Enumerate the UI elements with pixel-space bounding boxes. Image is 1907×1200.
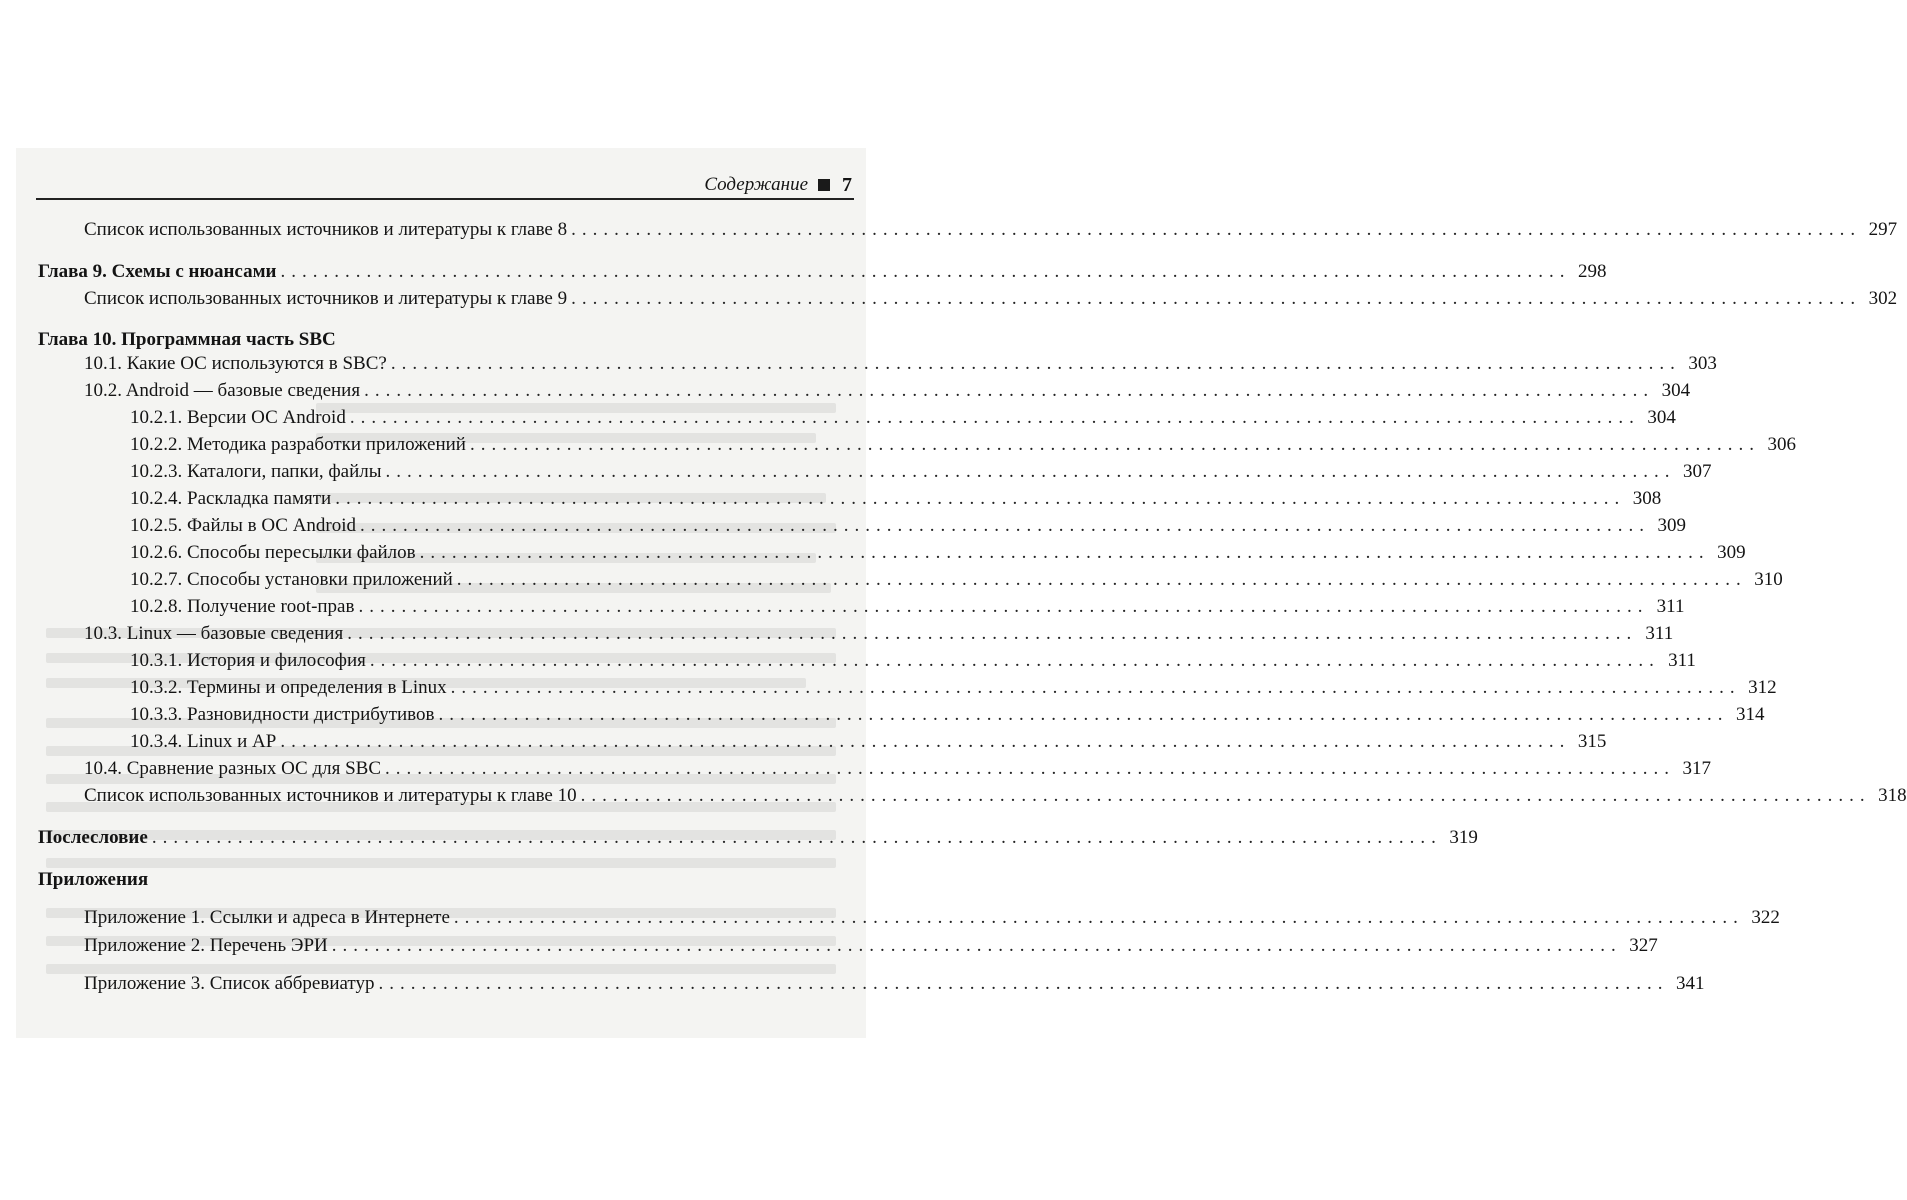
toc-entry xyxy=(84,285,1898,311)
toc-entry-title: 10.2.4. Раскладка памяти xyxy=(130,488,332,509)
toc-entry-page: 322 xyxy=(1751,907,1780,928)
dot-leader: ........................................................................................................................ xyxy=(151,827,1442,848)
toc-entry-title: 10.1. Какие ОС используются в SBC? xyxy=(84,353,387,374)
toc-entry xyxy=(130,431,1796,457)
toc-entry-title: Список использованных источников и литературы к главе 10 xyxy=(84,785,577,806)
toc-entry-title: Приложение 1. Ссылки и адреса в Интернете xyxy=(84,907,450,928)
toc-entry-title: 10.2.3. Каталоги, папки, файлы xyxy=(130,461,382,482)
toc-entry-title: 10.2.6. Способы пересылки файлов xyxy=(130,542,416,563)
toc-entry xyxy=(130,674,1777,700)
toc-entry-page: 311 xyxy=(1645,623,1674,644)
dot-leader: ........................................................................................................................ xyxy=(280,731,1571,752)
toc-entry-page: 309 xyxy=(1657,515,1687,536)
dot-leader: ........................................................................................................................ xyxy=(349,407,1640,428)
dot-leader: ........................................................................................................................ xyxy=(280,261,1571,282)
header-section-title: Содержание xyxy=(704,174,808,195)
dot-leader: ........................................................................................................................ xyxy=(469,434,1760,455)
toc-entry-page: 307 xyxy=(1683,461,1712,482)
toc-entry-title: 10.2.7. Способы установки приложений xyxy=(130,569,453,590)
toc-entry xyxy=(130,566,1783,592)
toc-entry xyxy=(130,728,1607,754)
toc-entry-page: 327 xyxy=(1629,935,1658,956)
toc-entry-page: 318 xyxy=(1878,785,1907,806)
toc-entry xyxy=(84,377,1691,403)
toc-entry-page: 302 xyxy=(1868,288,1898,309)
toc-entry-page: 319 xyxy=(1449,827,1478,848)
toc-entry-title: 10.2.5. Файлы в ОС Android xyxy=(130,515,357,536)
toc-entry-page: 317 xyxy=(1682,758,1711,779)
toc-entry xyxy=(130,647,1696,673)
toc-entry xyxy=(84,970,1705,996)
toc-entry-page: 341 xyxy=(1675,973,1705,994)
toc-entry-title: Глава 10. Программная часть SBC xyxy=(38,329,336,350)
toc-entry-page: 312 xyxy=(1748,677,1777,698)
dot-leader: ........................................................................................................................ xyxy=(378,973,1669,994)
dot-leader: ........................................................................................................................ xyxy=(358,596,1649,617)
toc-entry-page: 314 xyxy=(1735,704,1765,725)
toc-entry xyxy=(130,593,1685,619)
toc-entry xyxy=(84,782,1907,808)
dot-leader: ........................................................................................................................ xyxy=(571,288,1862,309)
toc-entry-title: 10.2.2. Методика разработки приложений xyxy=(130,434,466,455)
page-number: 7 xyxy=(842,173,852,196)
toc-entry-page: 309 xyxy=(1717,542,1746,563)
table-of-contents xyxy=(16,148,1907,1038)
book-page xyxy=(16,148,1907,1038)
toc-entry-page: 304 xyxy=(1661,380,1691,401)
dot-leader: ........................................................................................................................ xyxy=(438,704,1729,725)
toc-entry xyxy=(84,755,1711,781)
toc-entry-title: Приложение 3. Список аббревиатур xyxy=(84,973,375,994)
toc-entry xyxy=(84,350,1717,376)
dot-leader: ........................................................................................................................ xyxy=(369,650,1660,671)
toc-entry-title: Приложение 2. Перечень ЭРИ xyxy=(84,935,328,956)
dot-leader: ........................................................................................................................ xyxy=(390,353,1681,374)
toc-entry-page: 308 xyxy=(1632,488,1662,509)
toc-entry xyxy=(130,512,1687,538)
toc-entry xyxy=(38,866,854,892)
dot-leader: ........................................................................................................................ xyxy=(453,907,1744,928)
toc-entry xyxy=(130,404,1676,430)
toc-entry xyxy=(130,701,1765,727)
toc-entry-title: Список использованных источников и литературы к главе 8 xyxy=(84,219,568,240)
toc-entry xyxy=(84,620,1674,646)
dot-leader: ........................................................................................................................ xyxy=(331,935,1622,956)
dot-leader: ........................................................................................................................ xyxy=(364,380,1655,401)
toc-entry-title: 10.4. Сравнение разных ОС для SBC xyxy=(84,758,381,779)
toc-entry-title: Послесловие xyxy=(38,827,148,848)
toc-entry-title: 10.3.1. История и философия xyxy=(130,650,366,671)
dot-leader: ........................................................................................................................ xyxy=(450,677,1741,698)
toc-entry-page: 315 xyxy=(1577,731,1607,752)
toc-entry-title: 10.2.8. Получение root-прав xyxy=(130,596,355,617)
toc-entry-title: Список использованных источников и литературы к главе 9 xyxy=(84,288,568,309)
dot-leader: ........................................................................................................................ xyxy=(385,461,1676,482)
toc-entry-title: 10.2.1. Версии ОС Android xyxy=(130,407,346,428)
toc-entry-title: 10.3. Linux — базовые сведения xyxy=(84,623,344,644)
toc-entry-page: 303 xyxy=(1688,353,1717,374)
toc-entry xyxy=(130,539,1746,565)
dot-leader: ........................................................................................................................ xyxy=(580,785,1871,806)
toc-entry-title: 10.2. Android — базовые сведения xyxy=(84,380,361,401)
dot-leader: ........................................................................................................................ xyxy=(571,219,1862,240)
toc-entry xyxy=(130,485,1662,511)
toc-entry-title: 10.3.3. Разновидности дистрибутивов xyxy=(130,704,435,725)
toc-entry xyxy=(38,326,854,352)
toc-entry xyxy=(84,216,1898,242)
toc-entry-page: 306 xyxy=(1767,434,1796,455)
toc-entry-page: 310 xyxy=(1754,569,1783,590)
dot-leader: ........................................................................................................................ xyxy=(456,569,1747,590)
toc-entry-page: 298 xyxy=(1577,261,1607,282)
toc-entry-title: 10.3.4. Linux и AP xyxy=(130,731,277,752)
toc-entry xyxy=(38,824,1478,850)
toc-entry-page: 297 xyxy=(1868,219,1898,240)
toc-entry xyxy=(130,458,1712,484)
dot-leader: ........................................................................................................................ xyxy=(360,515,1651,536)
toc-entry-title: 10.3.2. Термины и определения в Linux xyxy=(130,677,447,698)
dot-leader: ........................................................................................................................ xyxy=(419,542,1710,563)
toc-entry xyxy=(84,932,1658,958)
toc-entry xyxy=(84,904,1780,930)
toc-entry-page: 311 xyxy=(1656,596,1685,617)
dot-leader: ........................................................................................................................ xyxy=(347,623,1638,644)
toc-entry-page: 311 xyxy=(1668,650,1696,671)
toc-entry-title: Глава 9. Схемы с нюансами xyxy=(38,261,277,282)
toc-entry-page: 304 xyxy=(1647,407,1676,428)
dot-leader: ........................................................................................................................ xyxy=(385,758,1675,779)
toc-entry-title: Приложения xyxy=(38,869,149,890)
dot-leader: ........................................................................................................................ xyxy=(335,488,1626,509)
toc-entry xyxy=(38,258,1607,284)
